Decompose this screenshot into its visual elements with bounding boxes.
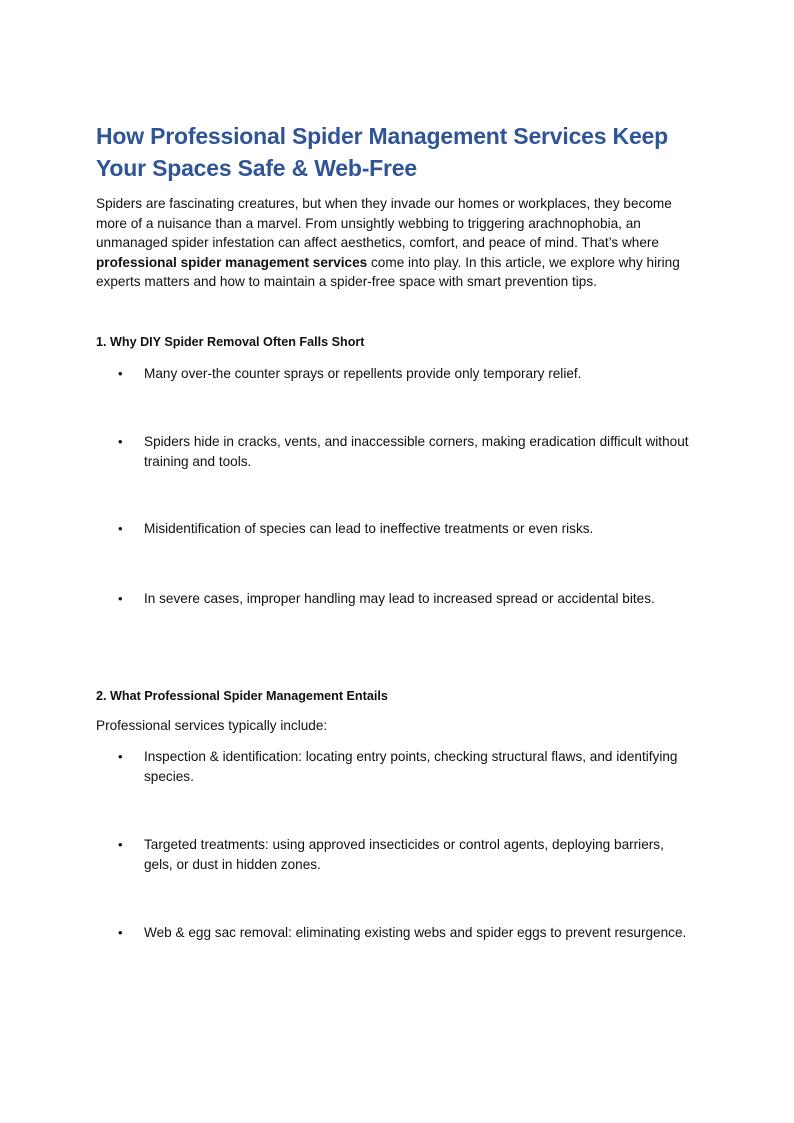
document-title: How Professional Spider Management Services Keep Your Spaces Safe & Web-Free: [96, 123, 668, 181]
bullet-icon: •: [118, 434, 123, 449]
intro-text-1: Spiders are fascinating creatures, but when they invade our homes or workplaces, they become more of a nuisance than a marvel. From unsightly webbing to triggering arachnophobia, an unmanaged spider infestation can affect aesthetics, comfort, and peace of mind. That’s where: [96, 196, 672, 250]
list-item-text: Targeted treatments: using approved insecticides or control agents, deploying barriers, gels, or dust in hidden zones.: [144, 837, 664, 872]
list-item-text: Web & egg sac removal: eliminating existing webs and spider eggs to prevent resurgence.: [144, 925, 687, 940]
bullet-icon: •: [118, 591, 123, 606]
intro-text-2: come into play. In this article, we explore why hiring experts matters and how to maintain a spider-free space with smart prevention tips.: [96, 254, 680, 289]
document-page: [96, 120, 696, 940]
bullet-icon: •: [118, 521, 123, 536]
list-item-text: Misidentification of species can lead to ineffective treatments or even risks.: [144, 521, 594, 536]
bullet-icon: •: [118, 366, 123, 381]
list-item-text: Spiders hide in cracks, vents, and inaccessible corners, making eradication difficult without training and tools.: [144, 434, 689, 469]
intro-paragraph: [96, 194, 696, 292]
list-item-text: In severe cases, improper handling may lead to increased spread or accidental bites.: [144, 591, 655, 606]
bullet-icon: •: [118, 749, 123, 764]
section-2-lead: Professional services typically include:: [96, 718, 328, 733]
list-item-text: Inspection & identification: locating entry points, checking structural flaws, and identifying species.: [144, 749, 678, 784]
bullet-icon: •: [118, 837, 123, 852]
list-item-text: Many over-the counter sprays or repellents provide only temporary relief.: [144, 366, 582, 381]
section-2-heading: 2. What Professional Spider Management Entails: [96, 689, 388, 703]
bullet-icon: •: [118, 925, 123, 940]
section-1-heading: 1. Why DIY Spider Removal Often Falls Short: [96, 335, 365, 349]
intro-bold-text: professional spider management services: [96, 254, 368, 270]
